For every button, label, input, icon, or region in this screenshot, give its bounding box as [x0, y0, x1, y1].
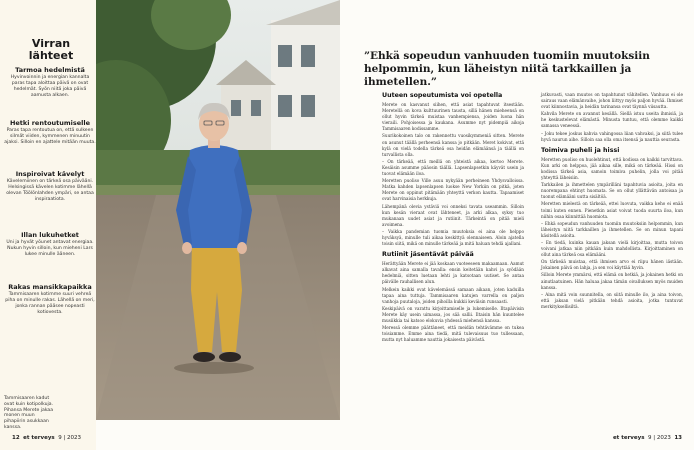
- issue-left: 9 | 2023: [58, 435, 82, 441]
- paragraph: – On tärkeää, että meillä on yhteistä aikaa, kertoo Merete. Kesäisin asumme pääosin täällä. Lapsenlapsetkin käyvät usein ja tuovat elämään iloa.: [382, 158, 524, 177]
- paragraph: – Ehkä sopeudun vanhuuden tuomiin muutoksiin helpommin, kun läheistyn niitä tarkkaillen ja ihmetellen. Se on minun tapani käsitellä asioita.: [541, 220, 683, 238]
- paragraph: – Joku tekee joskus kahvia vahingossa liian vahvaksi, ja siitä tulee hyvä naurun aihe. Silloin saa olla oma itsensä ja nauttia seurasta.: [541, 130, 683, 142]
- pull-quote: ”Ehkä sopeudun vanhuuden tuomiin muutoksiin helpommin, kun läheistyn niitä tarkkaillen ja ihmetellen.”: [364, 50, 650, 88]
- sidebar-panel: [0, 0, 96, 450]
- paragraph: Lähempänä olevia ystäviä voi onneksi tavata useammin. Silloin kun kesän vieraat ovat lähteneet, ja arki alkaa, syksy tuo mukanaan uudet asiat ja rutiinit. Tärkeintä on pitää mieli avoimena.: [382, 203, 524, 227]
- portrait-photo: [96, 0, 340, 420]
- paragraph: – Aina mitä voin suunnitella, on siitä minulle ilo, ja aina toivon, että jaksan vielä pitkään tehdä asioita, jotka tuntuvat merkityksellisiltä.: [541, 291, 683, 309]
- subheading: Toimiva puheli ja hissi: [541, 146, 620, 154]
- subheading: Uuteen sopeutumista voi opetella: [382, 92, 503, 99]
- sidebar-title: Virran lähteet: [28, 37, 74, 62]
- paragraph: Suurikokoinen talo on rakennettu vuosikymmeniä sitten. Merete on asunut täällä perheensä kanssa jo pitkään. Meret kokivat, että kylä on vielä todella tärkeä osa heidän elämäänsä ja täällä on turvallista olla.: [382, 133, 524, 157]
- paragraph: jatkuvasti, vaan muutos on tapahtunut vähitellen. Vanhuus ei ole sairaus vaan elämänvaihe, johon liittyy myös paljon hyvää. Ihmiset ovat kiinnostavia, ja heidän tarinansa ovat täynnä viisautta.: [541, 92, 683, 110]
- footer-left: [12, 435, 81, 441]
- paragraph: Melkein kaikki ovat kävelemässä samaan aikaan, joten kaduilla tapaa aina tuttuja. Tammisaaren katujen varrella on paljon vanhoja puutaloja, joiden pihoilla kukkii keväisin runsaasti.: [382, 286, 524, 304]
- page-number-left: 12: [12, 435, 20, 441]
- sidebar-heading: Hetki rentoutumiselle: [9, 119, 91, 127]
- sidebar-section-relax: [4, 120, 96, 146]
- sidebar-section-fruit: [4, 67, 96, 99]
- paragraph: Keskipäivä on varattu kirjoittamiselle ja lukemiselle. Iltapäivisin Merete käy usein uimassa, jos sää sallii. Iltaisin hän kuuntelee musiikkia tai katsoo elokuvia yhdessä miehensä kanssa.: [382, 305, 524, 323]
- sidebar-text: Paras tapa rentoutua on, että sulkeen silmät viiden, kymmenen minuutin ajaksi. Silloin en ajattele mitään muuta.: [4, 128, 96, 146]
- paragraph: Herättyään Merete ei jää koskaan vuoteeseen makaamaan. Aamut alkavat aina samalla tavalla: ensin keitetään kahvi ja syödään hedelmiä, sitten luetaan lehti ja katsotaan uutiset. Se antaa päivälle rauhallisen alun.: [382, 261, 524, 285]
- sidebar-text: Hyvinvoinnin ja energian kannalta paras tapa aloittaa päivä on ovat hedelmät. Syön niitä joka päivä aamusta alkaen.: [10, 75, 90, 99]
- paragraph: On tärkeää muistaa, että ihmisen arvo ei riipu hänen iästään. Jokainen päivä on lahja, ja sen voi käyttää hyvin.: [541, 259, 683, 271]
- magazine-name-right: et terveys: [612, 435, 645, 441]
- paragraph: Kahvila Merete on avannut kesällä. Siellä istuu useita ihmisiä, ja he keskustelevat elämästä. Minusta tuntuu, että olemme kaikki samassa veneessä.: [541, 111, 683, 129]
- article-column-2: [541, 92, 683, 311]
- sidebar-heading: Rakas mansikkapaikka: [8, 283, 92, 291]
- footer-right: [613, 435, 682, 441]
- sidebar-heading: Inspiroivat kävelyt: [15, 170, 85, 178]
- magazine-name-left: et terveys: [23, 435, 55, 441]
- paragraph: Tarkkailen ja ihmettelen ympärilläni tapahtuvia asioita, joita en nuorempana ehtinyt huomata. Se on ollut yllättävän antoisaa ja tuonut elämääni uutta sisältöä.: [541, 182, 683, 200]
- subheading: Rutiinit jäsentävät päivää: [382, 251, 474, 259]
- sidebar-section-walks: [4, 171, 96, 203]
- paragraph: Merete on kasvanut siihen, että asiat tapahtuvat itsestään. Meretellä on kova kulttuurinen tausta, sillä hänen mieheensä on ollut hyvin tärkeä muistaa vanhempiensa, joiden luona hän vieraili. Pohjoisessa ja kaukana. Asumme nyt pidempiä aikoja Tammisaaren kodissamme.: [382, 102, 524, 132]
- sidebar-text: Uni ja hyvät yöunet antavat energiaa. Nukun hyvin silloin, kun mieheni Lars lukee minulle ääneen.: [6, 240, 94, 258]
- issue-right: 9 | 2023: [647, 435, 671, 441]
- paragraph: Meressä olemme päättäneet, että meidän tehtävämme on tukea toisiamme. Emme aina tiedä, mitä tulevaisuus tuo tullessaan, mutta nyt haluamme nauttia jokaisesta päivästä.: [382, 325, 524, 343]
- sidebar-text: Tammisaaren kotimme suuri vehreä piha on minulle rakas. Lähellä on meri, jonka rannan pääsee nopeasti kotiovesta.: [5, 292, 95, 316]
- sidebar-section-reading: [4, 232, 96, 258]
- photo-caption: Tammisaaren kadut ovat kuin kotipolkuja. Pihansa Merete jakaa monen muun pihapiirin asukkaan kanssa.: [4, 396, 54, 430]
- article-column-1: [382, 92, 524, 344]
- sidebar-heading: Illan lukuhetket: [21, 231, 79, 239]
- sidebar-text: Kävelemiinen on tärkeä osa päivääni. Helsingissä kävelen kotimme lähellä olevan Töölönlahden ympäri, se antaa inspiraatiota.: [6, 179, 94, 203]
- paragraph: Meretten mielestä on tärkeää, ettei luovuta, vaikka keho ei enää toimi kuten ennen. Pienetkin asiat voivat tuoda suurta iloa, kun niihin osaa kiinnittää huomiota.: [541, 201, 683, 219]
- sidebar-heading: Tarmoa hedelmistä: [15, 66, 85, 74]
- paragraph: – En tiedä, kuinka kauan jaksan vielä kirjoittaa, mutta toivon voivani jatkaa niin pitkään kuin mahdollista. Kirjoittaminen on ollut aina tärkeä osa elämääni.: [541, 239, 683, 258]
- paragraph: Silloin Merete ymmärsi, että elämä on hetkiä, ja jokainen hetki on ainutlaatuinen. Hän haluaa jakaa tämän oivalluksen myös muiden kanssa.: [541, 272, 683, 290]
- photo-illustration: [96, 0, 340, 420]
- paragraph: Meretten puoliso Ville asuu nykyään perheineen Yhdysvalloissa. Matka kahden lapsenlapsen luokse New Yorkiin on pitkä, joten Merete on oppinut pitämään yhteyttä verkon kautta. Tapaamiset ovat harvinaisia herkkuja.: [382, 178, 524, 202]
- page-number-right: 13: [674, 435, 682, 441]
- paragraph: – Vaikka pandemian tuomia muutoksia ei aina ole helppo hyväksyä, minulle tuli aikaa keskittyä olennaiseen. Aloin ajatella toisin siitä, mikä on minulle tärkeää ja mitä haluan tehdä ajallani.: [382, 228, 524, 247]
- paragraph: Meretten puoliso on huolehtinut, että kodissa on kaikki tarvittava. Kun arki on helppoa, jää aikaa sille, mikä on tärkeää. Hissi on kodissa tärkeä asia, samoin toimiva puhelin, jolla voi pitää yhteyttä läheisiin.: [541, 156, 683, 181]
- sidebar-section-strawberry: [4, 284, 96, 316]
